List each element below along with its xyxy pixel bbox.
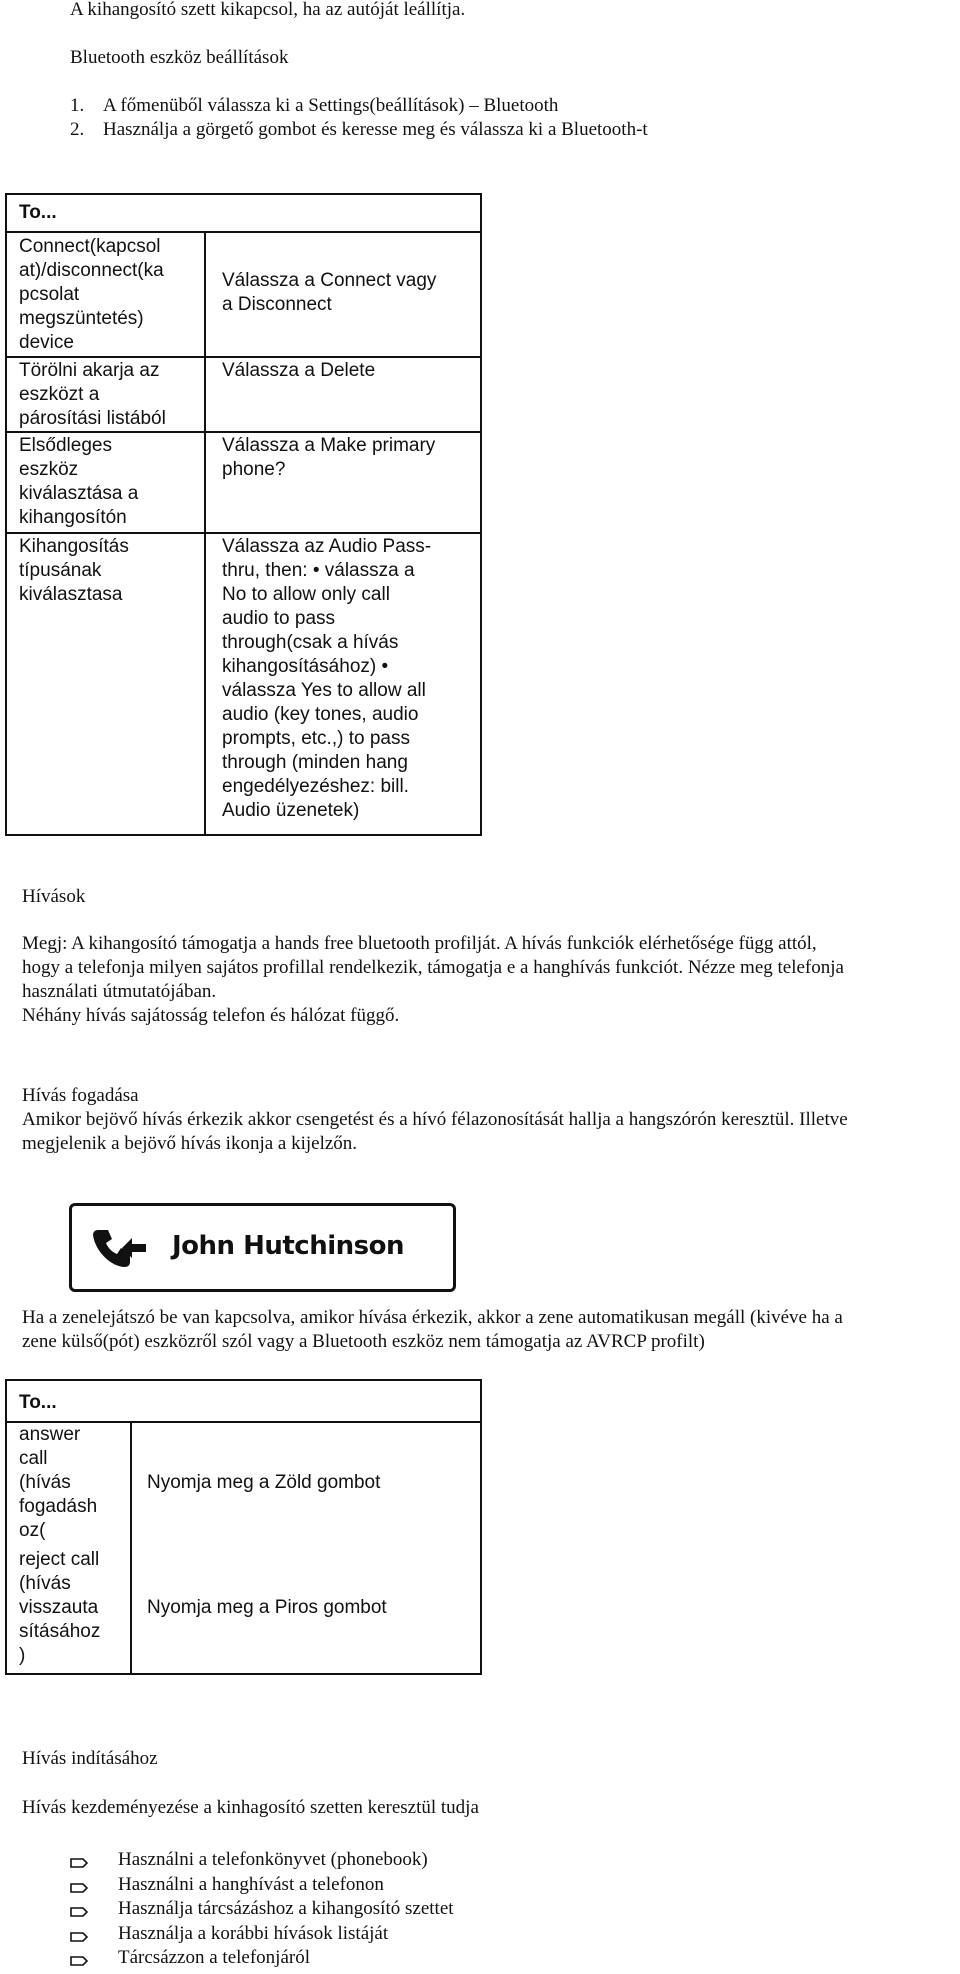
row-label: Törölni akarja az eszközt a párosítási listából <box>19 360 166 429</box>
bullet-icon <box>70 1950 88 1974</box>
list-item: Használni a telefonkönyvet (phonebook) <box>70 1848 930 1873</box>
list-item: Használja a korábbi hívások listáját <box>70 1922 930 1947</box>
call-actions-table <box>5 1379 482 1675</box>
table-row <box>7 1423 480 1548</box>
row-action: Válassza a Connect vagy a Disconnect <box>222 270 437 315</box>
incoming-call-display <box>69 1203 456 1292</box>
list-item: Használja tárcsázáshoz a kihangosító szettet <box>70 1897 930 1922</box>
step-number: 2. <box>70 119 85 140</box>
step-1 <box>70 94 558 118</box>
row-action: Válassza a Make primary phone? <box>222 435 436 480</box>
list-item: Használni a hanghívást a telefonon <box>70 1873 930 1898</box>
table-row <box>7 433 480 534</box>
step-2 <box>70 118 648 142</box>
row-label: answer call (hívás fogadásh oz( <box>19 1424 98 1541</box>
step-number: 1. <box>70 95 85 116</box>
caller-name: John Hutchinson <box>172 1231 404 1261</box>
table-row <box>7 534 480 834</box>
step-text: Használja a görgető gombot és keresse meg és válassza ki a Bluetooth-t <box>103 119 648 140</box>
row-action: Válassza az Audio Pass- thru, then: • válassza a No to allow only call audio to pass through(csak a hívás kihangosításához) • válassza Yes to allow all audio (key tones, audio prompts, etc.,) to pass through (minden hang engedélyezéshez: bill. Audio üzenetek) <box>222 536 432 821</box>
incoming-call-icon <box>92 1226 154 1275</box>
calls-note: Megj: A kihangosító támogatja a hands free bluetooth profilját. A hívás funkciók elérhetősége függ attól, hogy a telefonja milyen sajátos profillal rendelkezik, támogatja e a hanghívás funkciót. Nézze meg telefonja használati útmutatójában. Néhány hívás sajátosság telefon és hálózat függő. <box>22 933 844 1026</box>
row-action: Nyomja meg a Zöld gombot <box>147 1472 381 1493</box>
row-label: Connect(kapcsol at)/disconnect(ka pcsolat megszüntetés) device <box>19 236 164 353</box>
row-label: Elsődleges eszköz kiválasztása a kihangosítón <box>19 435 139 528</box>
row-label: Kihangosítás típusának kiválasztasa <box>19 536 129 605</box>
receive-call-heading: Hívás fogadása <box>22 1085 139 1106</box>
bluetooth-options-table <box>5 193 482 836</box>
table-header: To... <box>7 195 480 233</box>
table-row <box>7 358 480 433</box>
bluetooth-settings-heading: Bluetooth eszköz beállítások <box>70 47 289 68</box>
start-call-options <box>70 1848 930 1971</box>
step-text: A főmenüből válassza ki a Settings(beállítások) – Bluetooth <box>103 95 559 116</box>
row-action: Nyomja meg a Piros gombot <box>147 1597 387 1618</box>
music-pause-note: Ha a zenelejátszó be van kapcsolva, amikor hívása érkezik, akkor a zene automatikusan megáll (kivéve ha a zene külső(pót) eszközről szól vagy a Bluetooth eszköz nem támogatja az AVRCP profilt) <box>22 1307 843 1352</box>
list-item: Tárcsázzon a telefonjáról <box>70 1946 930 1971</box>
start-call-heading: Hívás indításához <box>22 1748 158 1769</box>
start-call-intro: Hívás kezdeményezése a kinhagosító szetten keresztül tudja <box>22 1797 479 1818</box>
table-row <box>7 233 480 358</box>
table-row <box>7 1548 480 1673</box>
table-header: To... <box>7 1381 480 1423</box>
row-label: reject call (hívás visszauta sításához ) <box>19 1549 101 1666</box>
intro-line: A kihangosító szett kikapcsol, ha az autóját leállítja. <box>70 0 466 20</box>
calls-heading: Hívások <box>22 886 86 907</box>
row-action: Válassza a Delete <box>222 360 376 381</box>
receive-call-text: Amikor bejövő hívás érkezik akkor csengetést és a hívó félazonosítását hallja a hangszórón keresztül. Illetve megjelenik a bejövő hívás ikonja a kijelzőn. <box>22 1109 848 1154</box>
